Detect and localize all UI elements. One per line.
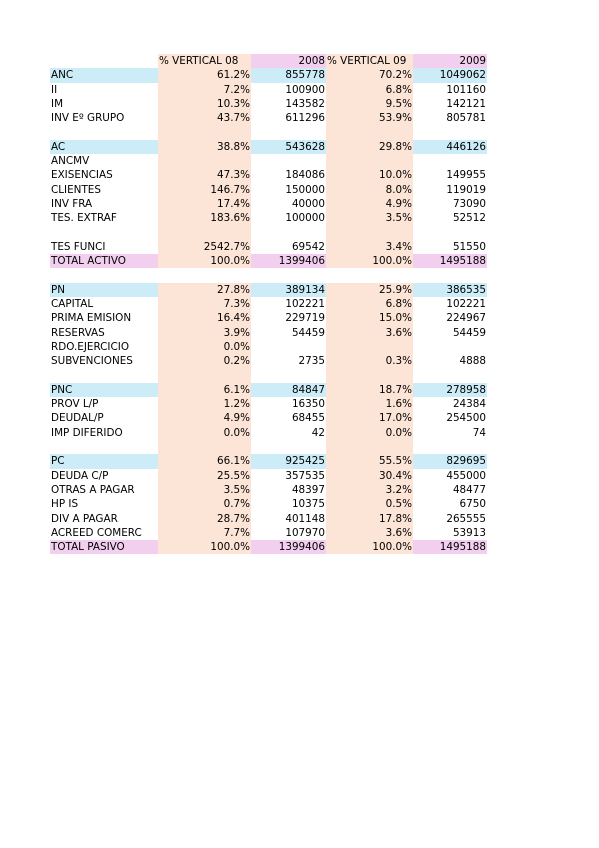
vertical-08-cell: 7.2%	[158, 83, 251, 97]
vertical-08-cell: 100.0%	[158, 540, 251, 554]
vertical-09-cell: 10.0%	[326, 168, 413, 182]
value-2009-cell: 446126	[413, 140, 487, 154]
row-label-cell: RDO.EJERCICIO	[51, 340, 129, 353]
vertical-08-cell	[158, 125, 251, 139]
value-2008-cell: 42	[311, 426, 325, 439]
value-2008-cell: 68455	[291, 412, 325, 425]
vertical-08-cell: 43.7%	[158, 111, 251, 125]
vertical-09-cell: 25.9%	[326, 283, 413, 297]
value-2008-cell	[251, 369, 326, 383]
value-2008-cell	[251, 226, 326, 240]
row-label-cell: PN	[50, 283, 158, 297]
value-2009-cell: 142121	[446, 97, 486, 110]
value-2008-cell: 54459	[291, 326, 325, 339]
value-2008-cell: 107970	[285, 526, 325, 539]
vertical-09-cell: 17.0%	[326, 411, 413, 425]
row-label-cell: TOTAL PASIVO	[50, 540, 158, 554]
vertical-08-cell: 0.7%	[158, 497, 251, 511]
value-2009-cell: 278958	[413, 383, 487, 397]
vertical-08-cell: 7.7%	[158, 526, 251, 540]
vertical-09-cell	[326, 154, 413, 168]
value-2008-cell: 143582	[285, 97, 325, 110]
value-2009-cell: 52512	[452, 212, 486, 225]
vertical-08-cell: 2542.7%	[158, 240, 251, 254]
value-2009-cell: 24384	[452, 398, 486, 411]
value-2009-cell: 1495188	[413, 254, 487, 268]
vertical-08-cell: 183.6%	[158, 211, 251, 225]
row-label-cell: TOTAL ACTIVO	[50, 254, 158, 268]
value-2009-cell: 119019	[446, 183, 486, 196]
row-label-cell: AC	[50, 140, 158, 154]
vertical-09-cell: 4.9%	[326, 197, 413, 211]
vertical-09-cell: 30.4%	[326, 469, 413, 483]
vertical-08-cell: 28.7%	[158, 512, 251, 526]
value-2008-cell: 48397	[291, 483, 325, 496]
value-2008-cell: 184086	[285, 169, 325, 182]
value-2008-cell: 229719	[285, 312, 325, 325]
vertical-08-cell: 27.8%	[158, 283, 251, 297]
vertical-09-cell	[326, 268, 413, 282]
row-label-cell: CAPITAL	[51, 298, 94, 311]
vertical-08-cell: 25.5%	[158, 469, 251, 483]
vertical-09-cell: 0.5%	[326, 497, 413, 511]
vertical-08-cell: 1.2%	[158, 397, 251, 411]
value-2009-cell: 254500	[446, 412, 486, 425]
value-2009-cell: 829695	[413, 454, 487, 468]
value-2009-cell: 224967	[446, 312, 486, 325]
row-label-cell: PRIMA EMISION	[51, 312, 132, 325]
vertical-08-cell: 61.2%	[158, 68, 251, 82]
row-label-cell: EXISENCIAS	[51, 169, 113, 182]
value-2009-cell: 805781	[446, 112, 486, 125]
row-label-cell	[50, 268, 158, 282]
row-label-cell: ANCMV	[51, 155, 90, 168]
value-2009-cell: 1495188	[413, 540, 487, 554]
vertical-09-cell: 29.8%	[326, 140, 413, 154]
vertical-09-cell: 3.6%	[326, 526, 413, 540]
row-label-cell	[50, 440, 158, 454]
value-2008-cell: 69542	[291, 240, 325, 253]
row-label-cell: PC	[50, 454, 158, 468]
row-label-cell	[50, 125, 158, 139]
vertical-08-cell	[158, 268, 251, 282]
value-2008-cell	[251, 125, 326, 139]
value-2009-cell: 53913	[452, 526, 486, 539]
vertical-09-cell: 6.8%	[326, 83, 413, 97]
row-label-cell	[50, 369, 158, 383]
vertical-08-cell	[158, 369, 251, 383]
value-2009-cell: 101160	[446, 83, 486, 96]
value-2009-cell: 51550	[452, 240, 486, 253]
value-2009-cell: 4888	[459, 355, 486, 368]
value-2009-cell: 102221	[446, 298, 486, 311]
value-2008-cell: 2735	[298, 355, 325, 368]
vertical-09-cell: 8.0%	[326, 183, 413, 197]
value-2008-cell	[251, 154, 326, 168]
vertical-08-cell	[158, 226, 251, 240]
row-label-cell: ACREED COMERC	[51, 526, 142, 539]
vertical-08-cell: 16.4%	[158, 311, 251, 325]
value-2009-cell: 455000	[446, 469, 486, 482]
vertical-09-cell: 3.6%	[326, 326, 413, 340]
vertical-08-cell: 66.1%	[158, 454, 251, 468]
row-label-cell: HP IS	[51, 498, 79, 511]
value-2008-cell: 150000	[285, 183, 325, 196]
value-2009-cell	[413, 125, 487, 139]
vertical-09-cell: 1.6%	[326, 397, 413, 411]
row-label-cell: PROV L/P	[51, 398, 99, 411]
vertical-08-cell: 4.9%	[158, 411, 251, 425]
header-year-2009: 2009	[413, 54, 487, 68]
header-vertical-08: % VERTICAL 08	[158, 54, 251, 68]
vertical-09-cell: 100.0%	[326, 254, 413, 268]
value-2009-cell: 48477	[452, 483, 486, 496]
value-2009-cell	[413, 268, 487, 282]
value-2009-cell	[413, 340, 487, 354]
value-2009-cell	[413, 440, 487, 454]
row-label-cell: IM	[51, 97, 64, 110]
value-2008-cell: 925425	[251, 454, 326, 468]
value-2008-cell: 1399406	[251, 540, 326, 554]
value-2009-cell: 1049062	[413, 68, 487, 82]
vertical-09-cell	[326, 440, 413, 454]
row-label-cell: INV Eº GRUPO	[51, 112, 125, 125]
value-2008-cell	[251, 268, 326, 282]
vertical-09-cell: 18.7%	[326, 383, 413, 397]
vertical-09-cell: 3.5%	[326, 211, 413, 225]
value-2009-cell	[413, 369, 487, 383]
value-2009-cell	[413, 226, 487, 240]
vertical-09-cell: 0.3%	[326, 354, 413, 368]
row-label-cell: CLIENTES	[51, 183, 101, 196]
row-label-cell: INV FRA	[51, 197, 93, 210]
value-2009-cell: 6750	[459, 498, 486, 511]
row-label-cell: TES. EXTRAF	[51, 212, 117, 225]
vertical-08-cell: 38.8%	[158, 140, 251, 154]
value-2008-cell: 357535	[285, 469, 325, 482]
row-label-cell: ANC	[50, 68, 158, 82]
value-2008-cell: 389134	[251, 283, 326, 297]
vertical-09-cell: 53.9%	[326, 111, 413, 125]
value-2008-cell: 543628	[251, 140, 326, 154]
value-2008-cell	[251, 340, 326, 354]
vertical-09-cell	[326, 226, 413, 240]
vertical-09-cell: 3.4%	[326, 240, 413, 254]
vertical-08-cell	[158, 440, 251, 454]
row-label-cell: II	[51, 83, 58, 96]
vertical-08-cell: 7.3%	[158, 297, 251, 311]
vertical-09-cell: 9.5%	[326, 97, 413, 111]
row-label-cell: RESERVAS	[51, 326, 105, 339]
vertical-09-cell	[326, 340, 413, 354]
vertical-08-cell: 47.3%	[158, 168, 251, 182]
vertical-09-cell: 0.0%	[326, 426, 413, 440]
vertical-08-cell: 146.7%	[158, 183, 251, 197]
header-label-cell	[50, 54, 158, 68]
row-label-cell: TES FUNCI	[51, 240, 106, 253]
vertical-08-cell: 6.1%	[158, 383, 251, 397]
header-vertical-09: % VERTICAL 09	[326, 54, 413, 68]
vertical-09-cell: 55.5%	[326, 454, 413, 468]
value-2008-cell: 100000	[285, 212, 325, 225]
value-2009-cell: 74	[472, 426, 486, 439]
vertical-09-cell: 6.8%	[326, 297, 413, 311]
row-label-cell: PNC	[50, 383, 158, 397]
vertical-09-cell: 3.2%	[326, 483, 413, 497]
row-label-cell: SUBVENCIONES	[51, 355, 133, 368]
vertical-08-cell: 17.4%	[158, 197, 251, 211]
row-label-cell: DIV A PAGAR	[51, 512, 118, 525]
vertical-09-cell: 17.8%	[326, 512, 413, 526]
value-2009-cell: 386535	[413, 283, 487, 297]
header-year-2008: 2008	[251, 54, 326, 68]
vertical-09-cell: 70.2%	[326, 68, 413, 82]
row-label-cell: DEUDA C/P	[51, 469, 109, 482]
value-2009-cell: 265555	[446, 512, 486, 525]
vertical-08-cell	[158, 154, 251, 168]
vertical-09-cell: 100.0%	[326, 540, 413, 554]
value-2009-cell	[413, 154, 487, 168]
vertical-08-cell: 3.9%	[158, 326, 251, 340]
vertical-08-cell: 10.3%	[158, 97, 251, 111]
row-label-cell	[50, 226, 158, 240]
value-2008-cell: 1399406	[251, 254, 326, 268]
value-2008-cell: 102221	[285, 298, 325, 311]
value-2008-cell: 10375	[291, 498, 325, 511]
row-label-cell: DEUDAL/P	[51, 412, 104, 425]
row-label-cell: IMP DIFERIDO	[51, 426, 123, 439]
value-2009-cell: 73090	[452, 197, 486, 210]
row-label-cell: OTRAS A PAGAR	[51, 483, 135, 496]
vertical-08-cell: 0.0%	[158, 340, 251, 354]
value-2008-cell: 40000	[291, 197, 325, 210]
vertical-08-cell: 3.5%	[158, 483, 251, 497]
vertical-09-cell	[326, 369, 413, 383]
vertical-09-cell	[326, 125, 413, 139]
value-2008-cell: 855778	[251, 68, 326, 82]
vertical-08-cell: 0.0%	[158, 426, 251, 440]
value-2008-cell: 401148	[285, 512, 325, 525]
value-2008-cell: 16350	[291, 398, 325, 411]
vertical-08-cell: 100.0%	[158, 254, 251, 268]
value-2008-cell: 84847	[251, 383, 326, 397]
value-2009-cell: 54459	[452, 326, 486, 339]
vertical-08-cell: 0.2%	[158, 354, 251, 368]
value-2008-cell: 100900	[285, 83, 325, 96]
vertical-09-cell: 15.0%	[326, 311, 413, 325]
value-2009-cell: 149955	[446, 169, 486, 182]
value-2008-cell: 611296	[285, 112, 325, 125]
value-2008-cell	[251, 440, 326, 454]
